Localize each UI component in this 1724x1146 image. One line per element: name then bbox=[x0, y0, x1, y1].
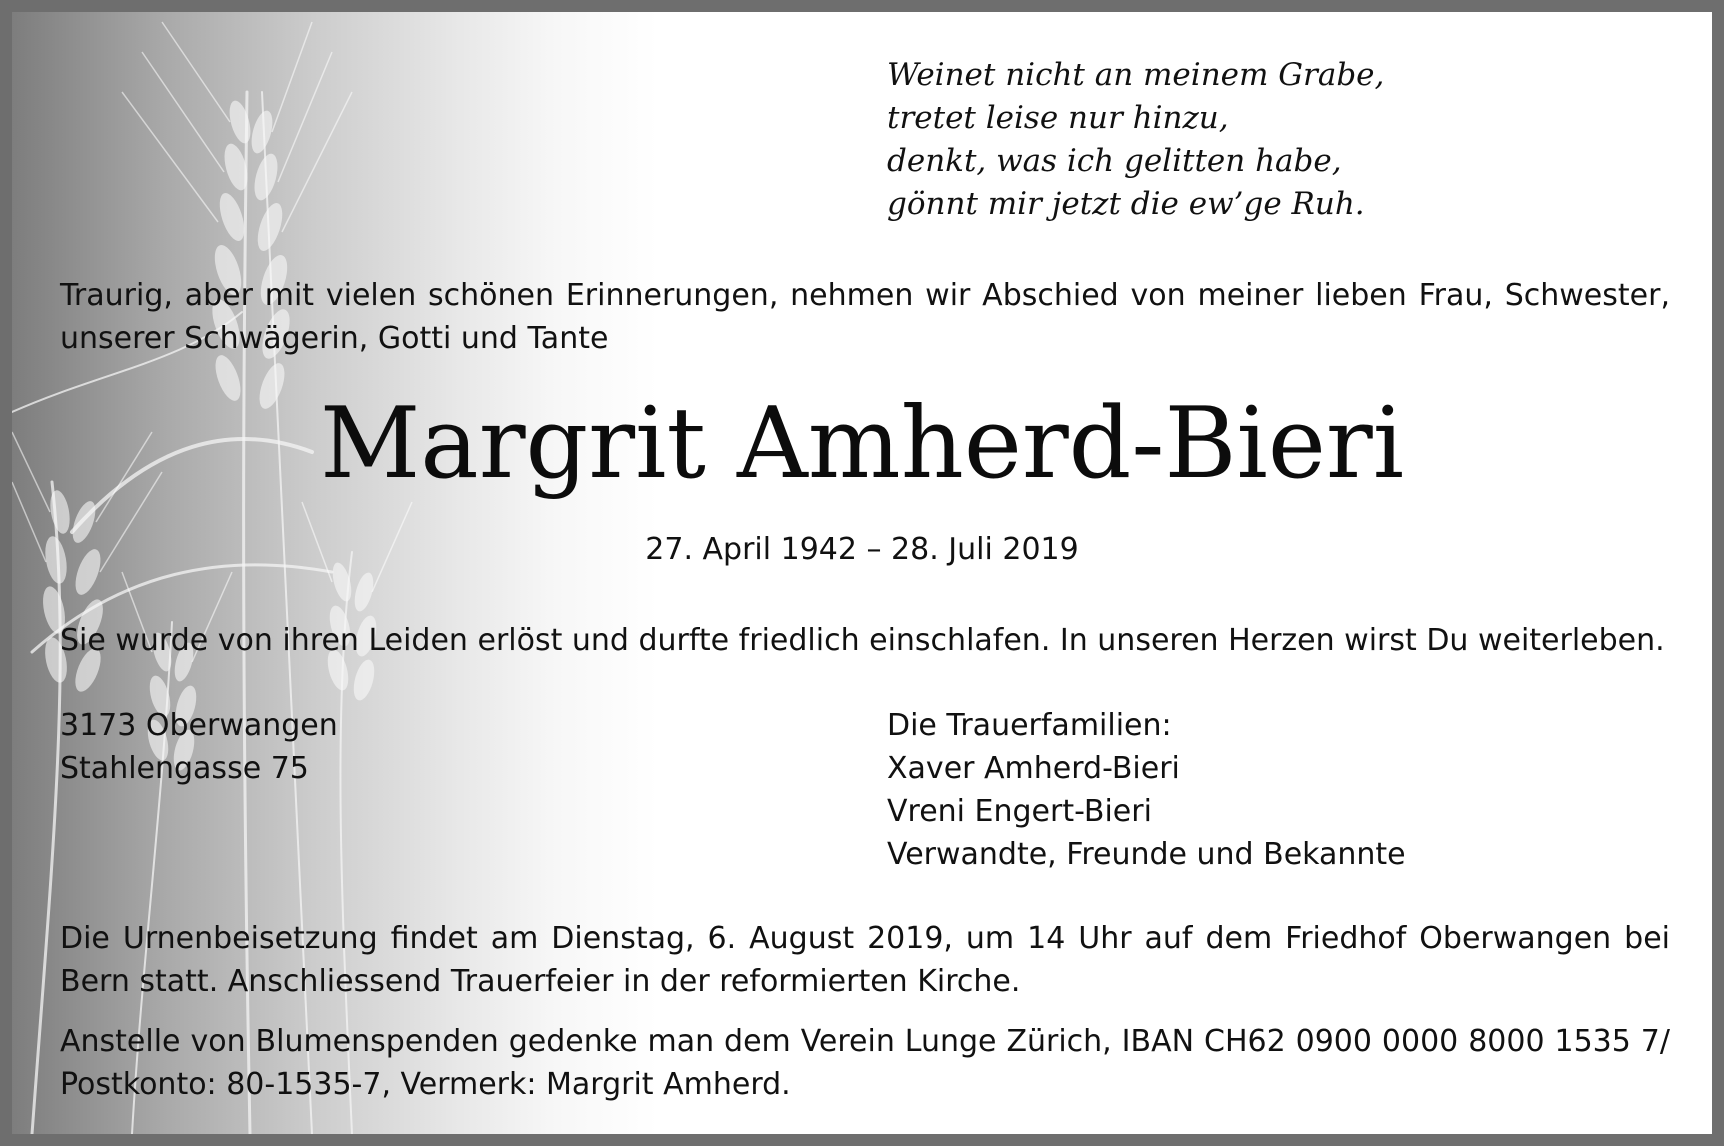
mourning-families bbox=[887, 704, 1406, 876]
poem bbox=[887, 54, 1384, 226]
poem-line: tretet leise nur hinzu, bbox=[887, 100, 1229, 136]
poem-line: denkt, was ich gelitten habe, bbox=[887, 143, 1342, 179]
burial-notice: Die Urnenbeisetzung findet am Dienstag, 6. August 2019, um 14 Uhr auf dem Friedhof Oberwangen bei Bern statt. Anschliessend Trauerfeier in der reformierten Kirche. bbox=[60, 921, 1670, 999]
families-heading: Die Trauerfamilien: bbox=[887, 708, 1172, 743]
family-line: Xaver Amherd-Bieri bbox=[887, 751, 1180, 786]
memorial-sentence: Sie wurde von ihren Leiden erlöst und durfte friedlich einschlafen. In unseren Herzen wirst Du weiterleben. bbox=[60, 623, 1665, 658]
address-line: 3173 Oberwangen bbox=[60, 708, 338, 743]
address-block bbox=[60, 704, 338, 790]
poem-line: gönnt mir jetzt die ew’ge Ruh. bbox=[887, 186, 1365, 222]
donation-notice: Anstelle von Blumenspenden gedenke man dem Verein Lunge Zürich, IBAN CH62 0900 0000 8000 1535 7/ Postkonto: 80-1535-7, Vermerk: Margrit Amherd. bbox=[60, 1024, 1670, 1102]
family-line: Verwandte, Freunde und Bekannte bbox=[887, 837, 1406, 872]
life-dates: 27. April 1942 – 28. Juli 2019 bbox=[645, 532, 1079, 567]
intro-text: Traurig, aber mit vielen schönen Erinnerungen, nehmen wir Abschied von meiner lieben Frau, Schwester, unserer Schwägerin, Gotti und Tante bbox=[60, 278, 1670, 356]
poem-line: Weinet nicht an meinem Grabe, bbox=[887, 57, 1385, 93]
deceased-name: Margrit Amherd-Bieri bbox=[319, 387, 1405, 501]
obituary-card bbox=[12, 12, 1712, 1134]
address-line: Stahlengasse 75 bbox=[60, 751, 309, 786]
family-line: Vreni Engert-Bieri bbox=[887, 794, 1152, 829]
